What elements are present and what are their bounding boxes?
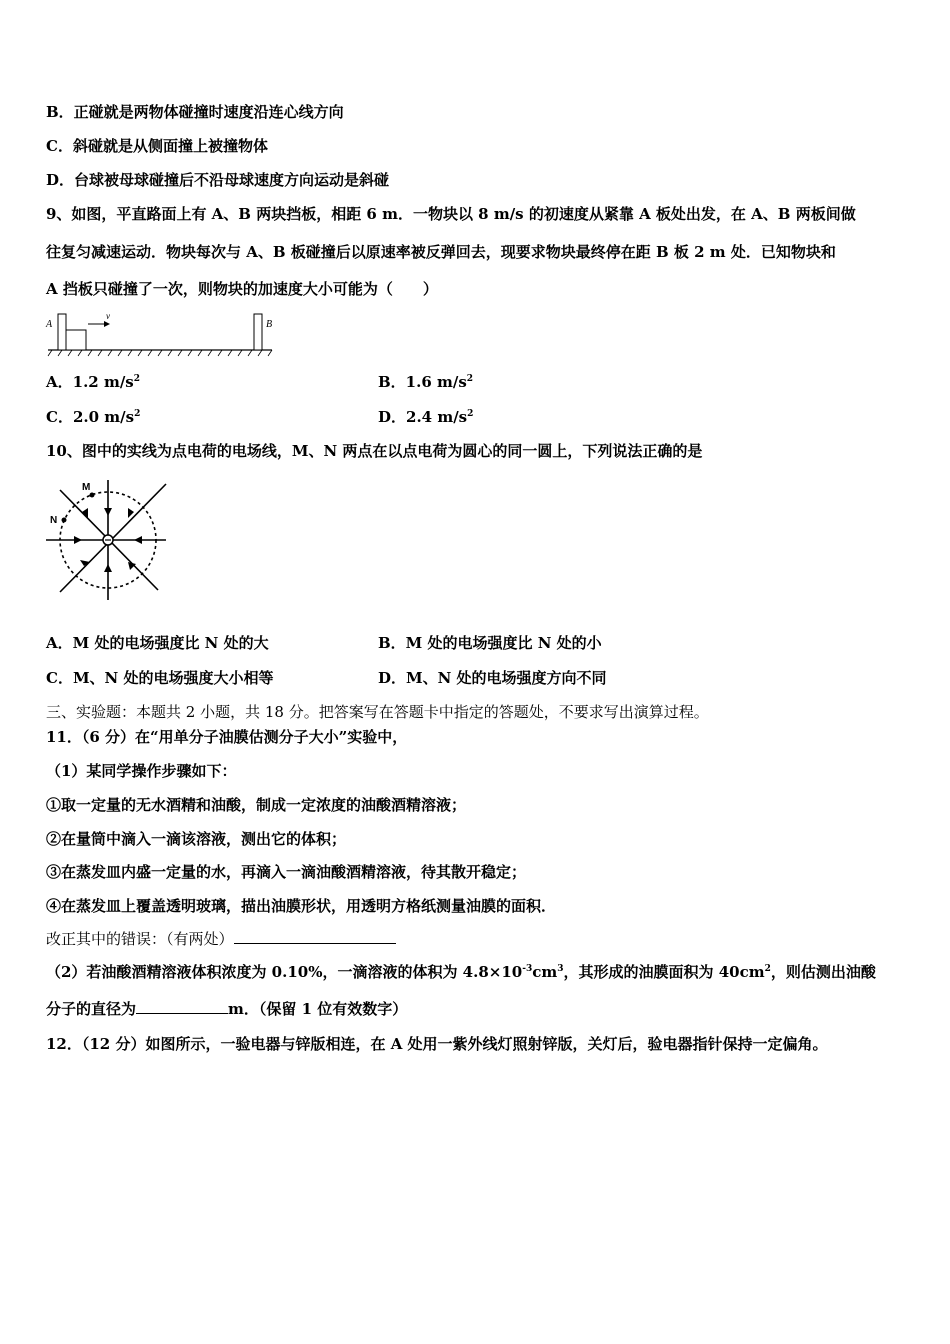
q11-step4: ④在蒸发皿上覆盖透明玻璃，描出油膜形状，用透明方格纸测量油膜的面积． <box>46 897 557 915</box>
q10-option-a: A．M 处的电场强度比 N 处的大 <box>46 634 269 652</box>
plate-a <box>58 314 66 350</box>
q9-option-c: C．2.0 $m/s^2$ <box>46 408 141 426</box>
q11-part2-line2: 分子的直径为 m．（保留 1 位有效数字） <box>46 1000 408 1018</box>
q10-option-c: C．M、N 处的电场强度大小相等 <box>46 669 274 687</box>
plate-b <box>254 314 262 350</box>
q10-option-b: B．M 处的电场强度比 N 处的小 <box>378 634 602 652</box>
q9-stem-line3: A 挡板只碰撞了一次，则物块的加速度大小可能为（ ） <box>46 280 438 298</box>
q11-step1: ①取一定量的无水酒精和油酸，制成一定浓度的油酸酒精溶液； <box>46 796 467 814</box>
q10-stem: 10、图中的实线为点电荷的电场线，M、N 两点在以点电荷为圆心的同一圆上，下列说法正确的是 <box>46 442 703 460</box>
point-m <box>90 493 95 498</box>
q12-stem: 12．（12 分）如图所示，一验电器与锌版相连，在 A 处用一紫外线灯照射锌版，关灯后，验电器指针保持一定偏角。 <box>46 1035 828 1053</box>
point-n <box>62 518 67 523</box>
label-m: M <box>82 482 91 493</box>
block <box>66 330 86 350</box>
q10-option-d: D．M、N 处的电场强度方向不同 <box>378 669 607 687</box>
label-v: v <box>106 311 110 321</box>
q9-figure <box>42 308 278 360</box>
q9-stem-line2: 往复匀减速运动．物块每次与 A、B 板碰撞后以原速率被反弹回去，现要求物块最终停在距 B 板 2 m 处．已知物块和 <box>46 243 836 261</box>
answer-blank-2[interactable] <box>136 999 228 1014</box>
q11-stem: 11．（6 分）在“用单分子油膜估测分子大小”实验中， <box>46 728 408 746</box>
label-b: B <box>266 319 273 330</box>
label-a: A <box>46 319 53 330</box>
q11-step2: ②在量筒中滴入一滴该溶液，测出它的体积； <box>46 830 347 848</box>
label-n: N <box>50 515 58 526</box>
q9-option-a: A．1.2 $m/s^2$ <box>46 373 141 391</box>
q10-field-figure <box>44 478 168 606</box>
q11-part1: （1）某同学操作步骤如下： <box>46 762 237 780</box>
q8-option-d: D．台球被母球碰撞后不沿母球速度方向运动是斜碰 <box>46 171 390 189</box>
q9-stem-line1: 9、如图，平直路面上有 A、B 两块挡板，相距 6 m．一物块以 8 m/s 的初速度从紧靠 A 板处出发，在 A、B 两板间做 <box>46 205 856 223</box>
answer-blank-1[interactable] <box>234 929 396 944</box>
section-3-heading: 三、实验题：本题共 2 小题，共 18 分。把答案写在答题卡中指定的答题处，不要求写出演算过程。 <box>46 703 709 721</box>
q9-option-b: B．1.6 $m/s^2$ <box>378 373 474 391</box>
q11-correction: 改正其中的错误：（有两处） <box>46 929 396 949</box>
q8-option-b: B．正碰就是两物体碰撞时速度沿连心线方向 <box>46 103 344 121</box>
q11-part2-line1: （2）若油酸酒精溶液体积浓度为 0.10%，一滴溶液的体积为 $4.8\times 10^{-3}cm^3$，其形成的油膜面积为 $40cm^2$，则估测出油酸 <box>46 963 876 981</box>
q8-option-c: C．斜碰就是从侧面撞上被撞物体 <box>46 137 268 155</box>
q11-step3: ③在蒸发皿内盛一定量的水，再滴入一滴油酸酒精溶液，待其散开稳定； <box>46 863 527 881</box>
q9-option-d: D．2.4 $m/s^2$ <box>378 408 474 426</box>
